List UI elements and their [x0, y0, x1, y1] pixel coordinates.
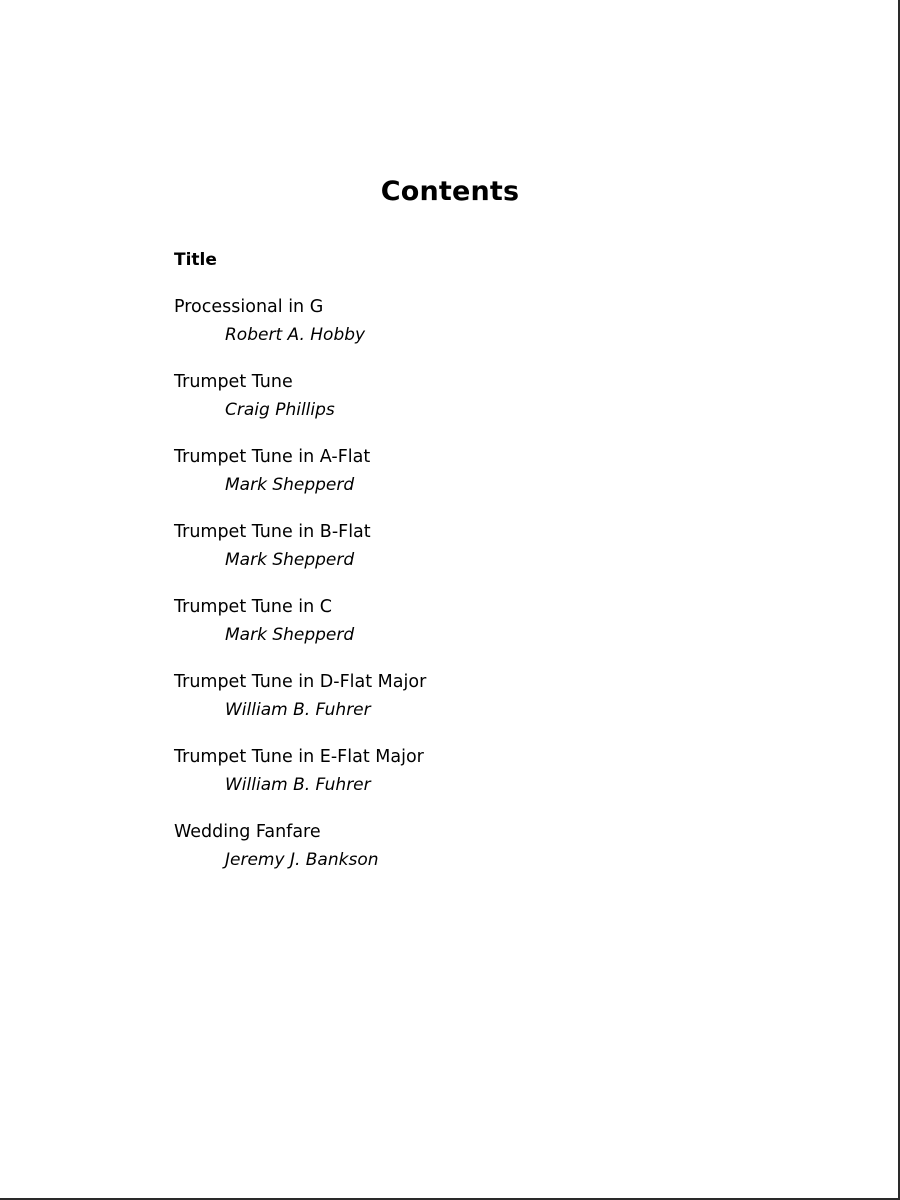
- entry-title: Trumpet Tune in A-Flat: [174, 447, 371, 467]
- entry-title: Trumpet Tune in E-Flat Major: [174, 747, 424, 767]
- entry-title: Trumpet Tune: [174, 372, 293, 392]
- entry-composer: William B. Fuhrer: [225, 775, 371, 795]
- contents-entry: [174, 293, 774, 368]
- entry-composer: Mark Shepperd: [225, 550, 355, 570]
- entry-composer: Jeremy J. Bankson: [225, 850, 379, 870]
- entry-title: Trumpet Tune in B-Flat: [174, 522, 371, 542]
- contents-entry: [174, 368, 774, 443]
- entry-title: Wedding Fanfare: [174, 822, 321, 842]
- contents-entry: [174, 593, 774, 668]
- entry-title: Processional in G: [174, 297, 324, 317]
- column-heading-title: Title: [174, 250, 217, 270]
- contents-entry: [174, 443, 774, 518]
- contents-entry: [174, 818, 774, 893]
- entry-composer: William B. Fuhrer: [225, 700, 371, 720]
- entry-title: Trumpet Tune in C: [174, 597, 333, 617]
- contents-entry: [174, 668, 774, 743]
- entry-composer: Robert A. Hobby: [225, 325, 366, 345]
- contents-entry: [174, 518, 774, 593]
- entry-title: Trumpet Tune in D-Flat Major: [174, 672, 427, 692]
- entry-composer: Mark Shepperd: [225, 625, 355, 645]
- contents-entry: [174, 743, 774, 818]
- entry-composer: Craig Phillips: [225, 400, 335, 420]
- contents-list: [174, 293, 774, 893]
- page-title: Contents: [380, 176, 520, 207]
- entry-composer: Mark Shepperd: [225, 475, 355, 495]
